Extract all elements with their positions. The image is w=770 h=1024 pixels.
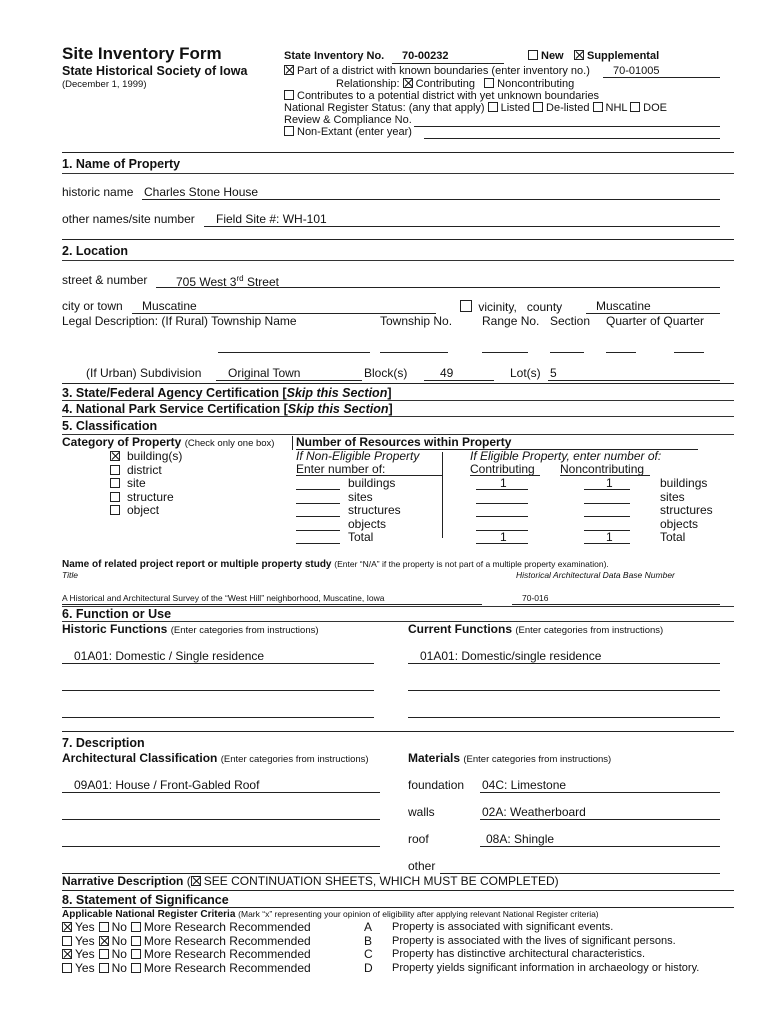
criterion-c-yes-checkbox[interactable] xyxy=(62,949,72,959)
urban-subdivision-label: (If Urban) Subdivision xyxy=(86,366,202,380)
contributing-checkbox[interactable] xyxy=(403,78,413,88)
subdivision-field[interactable]: Original Town xyxy=(228,366,301,380)
criterion-c-row xyxy=(62,948,315,962)
category-structure-checkbox[interactable] xyxy=(110,492,120,502)
criterion-more-label: More Research Recommended xyxy=(143,920,311,934)
criterion-no-label: No xyxy=(111,947,127,961)
continuation-sheets-checkbox[interactable] xyxy=(191,876,201,886)
section-7-heading: 7. Description xyxy=(62,736,145,750)
inventory-number-field[interactable]: 70-00232 xyxy=(402,50,449,62)
other-names-field[interactable]: Field Site #: WH-101 xyxy=(216,212,327,226)
non-eligible-row-label: sites xyxy=(348,489,373,504)
database-number-label: Historical Architectural Data Base Number xyxy=(516,570,675,580)
criterion-c-more-checkbox[interactable] xyxy=(131,949,141,959)
current-functions-heading: Current Functions (Enter categories from instructions) xyxy=(408,622,664,636)
roof-label: roof xyxy=(408,832,429,846)
section-3-heading: 3. State/Federal Agency Certification [Skip this Section] xyxy=(62,386,392,400)
category-object-option[interactable]: object xyxy=(110,504,159,518)
arch-classification-field[interactable]: 09A01: House / Front-Gabled Roof xyxy=(74,778,260,792)
range-no-label: Range No. xyxy=(482,314,540,328)
street-label: street & number xyxy=(62,273,148,287)
legal-description-label: Legal Description: (If Rural) Township Name xyxy=(62,314,297,328)
noncontributing-checkbox[interactable] xyxy=(484,78,494,88)
criterion-description: Property has distinctive architectural characteristics. xyxy=(392,948,646,960)
part-of-district-option[interactable]: Part of a district with known boundaries (enter inventory no.) xyxy=(284,65,590,78)
section-5-heading: 5. Classification xyxy=(62,419,158,433)
criterion-b-more-checkbox[interactable] xyxy=(131,936,141,946)
category-site-checkbox[interactable] xyxy=(110,478,120,488)
non-eligible-4-line[interactable] xyxy=(296,543,340,544)
criterion-a-no-checkbox[interactable] xyxy=(99,922,109,932)
contributing-count-field[interactable]: 1 xyxy=(500,530,507,544)
narrative-description-row: Narrative Description ( SEE CONTINUATION SHEETS, WHICH MUST BE COMPLETED) xyxy=(62,874,559,888)
criteria-heading: Applicable National Register Criteria (Mark “x” representing your opinion of eligibility after applying relevant National Register criteria) xyxy=(62,909,599,920)
nr-status-row: National Register Status: (any that apply) Listed De-listed NHL DOE xyxy=(284,102,668,114)
arch-classification-heading: Architectural Classification (Enter categories from instructions) xyxy=(62,751,369,765)
historic-function-field[interactable]: 01A01: Domestic / Single residence xyxy=(74,649,265,663)
org-name: State Historical Society of Iowa xyxy=(62,64,248,78)
vicinity-option[interactable]: vicinity, county xyxy=(460,300,562,315)
criterion-a-row xyxy=(62,921,315,935)
roof-field[interactable]: 08A: Shingle xyxy=(486,832,555,846)
noncontributing-col-label: Noncontributing xyxy=(560,462,645,476)
eligible-row-label: sites xyxy=(660,489,685,504)
noncontributing-1-line[interactable] xyxy=(584,503,630,504)
street-field[interactable]: 705 West 3rd Street xyxy=(176,274,279,289)
nhl-checkbox[interactable] xyxy=(593,102,603,112)
related-project-label: Name of related project report or multiple property study (Enter “N/A” if the property is not part of a multiple property examination). xyxy=(62,559,609,570)
section-4-heading: 4. National Park Service Certification [Skip this Section] xyxy=(62,402,393,416)
contributing-2-line[interactable] xyxy=(476,516,528,517)
criterion-b-yes-checkbox[interactable] xyxy=(62,936,72,946)
category-object-checkbox[interactable] xyxy=(110,505,120,515)
criterion-a-yes-checkbox[interactable] xyxy=(62,922,72,932)
contributing-count-field[interactable]: 1 xyxy=(500,476,507,490)
category-district-option[interactable]: district xyxy=(110,464,162,478)
foundation-field[interactable]: 04C: Limestone xyxy=(482,778,567,792)
quarter-label: Quarter of Quarter xyxy=(606,314,705,328)
criterion-description: Property is associated with significant events. xyxy=(392,921,614,933)
section-2-heading: 2. Location xyxy=(62,244,128,258)
non-eligible-1-line[interactable] xyxy=(296,503,340,504)
potential-district-option[interactable]: Contributes to a potential district with yet unknown boundaries xyxy=(284,90,599,103)
criterion-letter: B xyxy=(364,933,373,948)
criterion-yes-label: Yes xyxy=(75,947,95,961)
non-extant-option[interactable]: Non-Extant (enter year) xyxy=(284,126,412,139)
title-label: Title xyxy=(62,570,78,580)
review-compliance-label: Review & Compliance No. xyxy=(284,114,412,126)
section-6-heading: 6. Function or Use xyxy=(62,607,172,621)
township-no-label: Township No. xyxy=(380,314,453,328)
historic-name-label: historic name xyxy=(62,185,134,199)
supplemental-option[interactable]: Supplemental xyxy=(574,50,659,63)
eligible-row-label: structures xyxy=(660,503,713,517)
other-label: other xyxy=(408,859,436,873)
category-district-checkbox[interactable] xyxy=(110,465,120,475)
criterion-d-no-checkbox[interactable] xyxy=(99,963,109,973)
listed-checkbox[interactable] xyxy=(488,102,498,112)
non-eligible-row-label: buildings xyxy=(348,476,396,490)
non-eligible-row-label: Total xyxy=(348,530,374,544)
blocks-label: Block(s) xyxy=(364,366,408,380)
category-structure-option[interactable]: structure xyxy=(110,491,174,505)
non-eligible-0-line[interactable] xyxy=(296,489,340,490)
non-eligible-row-label: objects xyxy=(348,516,387,531)
eligible-row-label: objects xyxy=(660,516,699,531)
non-extant-checkbox[interactable] xyxy=(284,126,294,136)
doe-checkbox[interactable] xyxy=(630,102,640,112)
foundation-label: foundation xyxy=(408,778,465,792)
city-field[interactable]: Muscatine xyxy=(142,299,197,313)
current-function-field[interactable]: 01A01: Domestic/single residence xyxy=(420,649,602,663)
walls-label: walls xyxy=(408,805,435,819)
new-option[interactable]: New xyxy=(528,50,564,63)
contributing-1-line[interactable] xyxy=(476,503,528,504)
non-eligible-row-label: structures xyxy=(348,503,401,517)
criterion-d-more-checkbox[interactable] xyxy=(131,963,141,973)
criterion-c-no-checkbox[interactable] xyxy=(99,949,109,959)
blocks-field[interactable]: 49 xyxy=(440,366,454,380)
relationship-row: Relationship: Contributing Noncontributing xyxy=(336,78,575,90)
criterion-no-label: No xyxy=(111,960,127,975)
supplemental-checkbox[interactable] xyxy=(574,50,584,60)
non-eligible-2-line[interactable] xyxy=(296,516,340,517)
historic-functions-heading: Historic Functions (Enter categories from instructions) xyxy=(62,622,319,636)
county-field[interactable]: Muscatine xyxy=(596,299,651,313)
new-checkbox[interactable] xyxy=(528,50,538,60)
district-number-field[interactable]: 70-01005 xyxy=(613,65,660,77)
criterion-letter: A xyxy=(364,920,373,934)
delisted-checkbox[interactable] xyxy=(533,102,543,112)
criterion-letter: D xyxy=(364,960,373,975)
historic-name-field[interactable]: Charles Stone House xyxy=(144,185,259,199)
part-of-district-checkbox[interactable] xyxy=(284,65,294,75)
section-8-heading: 8. Statement of Significance xyxy=(62,893,229,907)
criterion-d-row xyxy=(62,962,315,976)
category-buildings-checkbox[interactable] xyxy=(110,451,120,461)
noncontributing-2-line[interactable] xyxy=(584,516,630,517)
lots-label: Lot(s) xyxy=(510,366,541,380)
eligible-row-label: buildings xyxy=(660,476,708,490)
category-heading: Category of Property (Check only one box) xyxy=(62,435,275,449)
noncontributing-count-field[interactable]: 1 xyxy=(606,476,613,490)
eligible-label: If Eligible Property, enter number of: xyxy=(470,449,662,463)
city-label: city or town xyxy=(62,299,123,313)
non-eligible-label: If Non-Eligible Property xyxy=(296,449,420,463)
form-date: (December 1, 1999) xyxy=(62,79,147,90)
criterion-no-label: No xyxy=(111,933,127,948)
contributing-col-label: Contributing xyxy=(470,462,535,476)
criterion-a-more-checkbox[interactable] xyxy=(131,922,141,932)
category-buildings-option[interactable]: building(s) xyxy=(110,450,182,464)
criterion-description: Property is associated with the lives of significant persons. xyxy=(392,934,676,947)
potential-district-checkbox[interactable] xyxy=(284,90,294,100)
noncontributing-count-field[interactable]: 1 xyxy=(606,530,613,544)
inventory-label: State Inventory No. xyxy=(284,50,385,62)
criterion-no-label: No xyxy=(111,920,127,934)
materials-heading: Materials (Enter categories from instructions) xyxy=(408,751,612,765)
section-label: Section xyxy=(550,314,591,328)
enter-number-label: Enter number of: xyxy=(296,462,386,476)
database-number-field[interactable]: 70-016 xyxy=(522,593,549,603)
other-names-label: other names/site number xyxy=(62,212,195,226)
form-title: Site Inventory Form xyxy=(62,44,222,63)
criterion-yes-label: Yes xyxy=(75,933,95,948)
resources-heading: Number of Resources within Property xyxy=(296,435,512,449)
criterion-letter: C xyxy=(364,947,373,961)
criterion-more-label: More Research Recommended xyxy=(143,933,311,948)
criterion-more-label: More Research Recommended xyxy=(143,960,311,975)
walls-field[interactable]: 02A: Weatherboard xyxy=(482,805,586,819)
criterion-d-yes-checkbox[interactable] xyxy=(62,963,72,973)
category-site-option[interactable]: site xyxy=(110,477,146,491)
vicinity-checkbox[interactable] xyxy=(460,300,472,312)
criterion-yes-label: Yes xyxy=(75,920,95,934)
criterion-more-label: More Research Recommended xyxy=(143,947,311,961)
non-eligible-3-line[interactable] xyxy=(296,530,340,531)
criterion-yes-label: Yes xyxy=(75,960,95,975)
lots-field[interactable]: 5 xyxy=(550,366,557,380)
eligible-row-label: Total xyxy=(660,530,686,544)
criterion-b-no-checkbox[interactable] xyxy=(99,936,109,946)
criterion-description: Property yields significant information in archaeology or history. xyxy=(392,961,700,974)
section-1-heading: 1. Name of Property xyxy=(62,157,181,171)
related-title-field[interactable]: A Historical and Architectural Survey of the “West Hill” neighborhood, Muscatine, Iowa xyxy=(62,593,385,603)
